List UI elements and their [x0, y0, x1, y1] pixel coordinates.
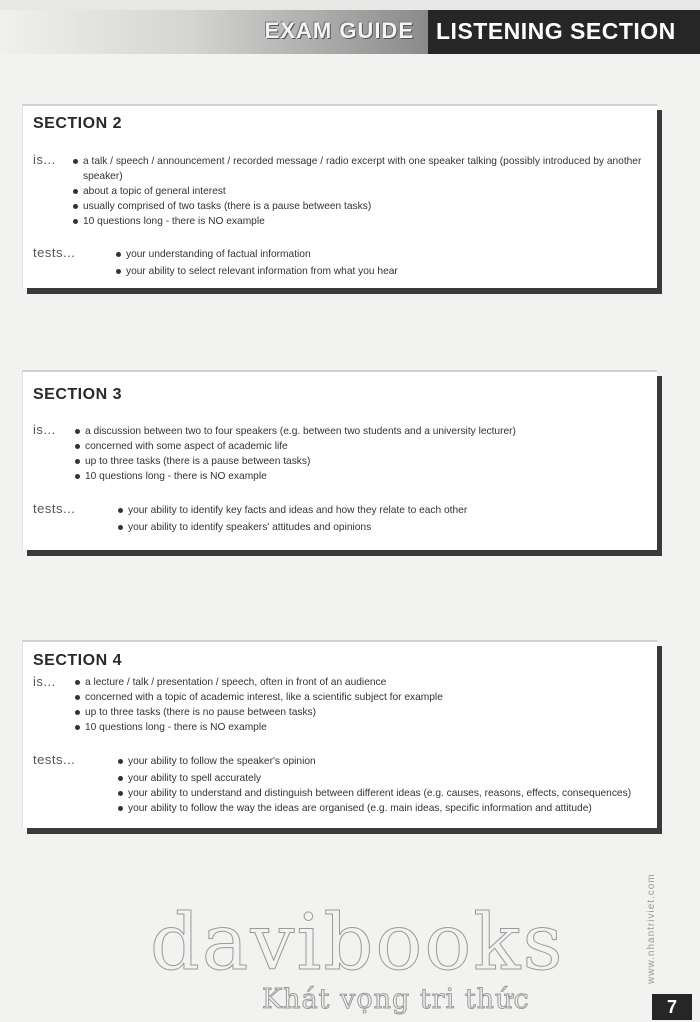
is-label: is... [33, 152, 56, 167]
tests-label: tests... [33, 752, 76, 767]
header-section-band [428, 10, 700, 54]
section-title: SECTION 2 [33, 115, 122, 132]
list-item: up to three tasks (there is a pause between tasks) [75, 454, 645, 469]
tests-list [118, 503, 638, 535]
list-item: a talk / speech / announcement / recorded message / radio excerpt with one speaker talking (possibly introduced by another speaker) [73, 154, 643, 184]
section-title: SECTION 3 [33, 386, 122, 403]
list-item: your ability to identify speakers' attitudes and opinions [118, 520, 638, 535]
is-list [75, 424, 645, 484]
list-item: a discussion between two to four speakers (e.g. between two students and a university lecturer) [75, 424, 645, 439]
tests-list [116, 247, 636, 279]
watermark-brand: davibooks [150, 898, 565, 988]
section-title: SECTION 4 [33, 652, 122, 669]
section-2-box [22, 104, 657, 288]
list-item: 10 questions long - there is NO example [73, 214, 643, 229]
tests-label: tests... [33, 501, 76, 516]
is-list [75, 675, 645, 735]
is-list [73, 154, 643, 229]
list-item: usually comprised of two tasks (there is a pause between tasks) [73, 199, 643, 214]
section-3-box [22, 370, 657, 550]
list-item: your ability to understand and distinguish between different ideas (e.g. causes, reasons, effects, consequences) [118, 786, 648, 801]
header-guide-title: EXAM GUIDE [264, 18, 414, 43]
header-section-title: LISTENING SECTION [436, 18, 676, 44]
list-item: concerned with a topic of academic interest, like a scientific subject for example [75, 690, 645, 705]
list-item: a lecture / talk / presentation / speech, often in front of an audience [75, 675, 645, 690]
section-4-box [22, 640, 657, 828]
list-item: up to three tasks (there is no pause between tasks) [75, 705, 645, 720]
list-item: concerned with some aspect of academic life [75, 439, 645, 454]
page-number: 7 [652, 994, 692, 1020]
header-guide-band [0, 10, 428, 54]
list-item: your ability to spell accurately [118, 771, 648, 786]
side-url: www.nhantriviet.com [646, 873, 657, 984]
page-header [0, 0, 700, 54]
tests-list [118, 754, 648, 816]
list-item: your ability to identify key facts and ideas and how they relate to each other [118, 503, 638, 518]
list-item: 10 questions long - there is NO example [75, 469, 645, 484]
list-item: 10 questions long - there is NO example [75, 720, 645, 735]
is-label: is... [33, 674, 56, 689]
tests-label: tests... [33, 245, 76, 260]
is-label: is... [33, 422, 56, 437]
list-item: your ability to select relevant information from what you hear [116, 264, 636, 279]
watermark-slogan: Khát vọng tri thức [262, 984, 530, 1015]
list-item: your ability to follow the way the ideas are organised (e.g. main ideas, specific information and attitude) [118, 801, 648, 816]
list-item: your ability to follow the speaker's opinion [118, 754, 648, 769]
list-item: about a topic of general interest [73, 184, 643, 199]
list-item: your understanding of factual information [116, 247, 636, 262]
